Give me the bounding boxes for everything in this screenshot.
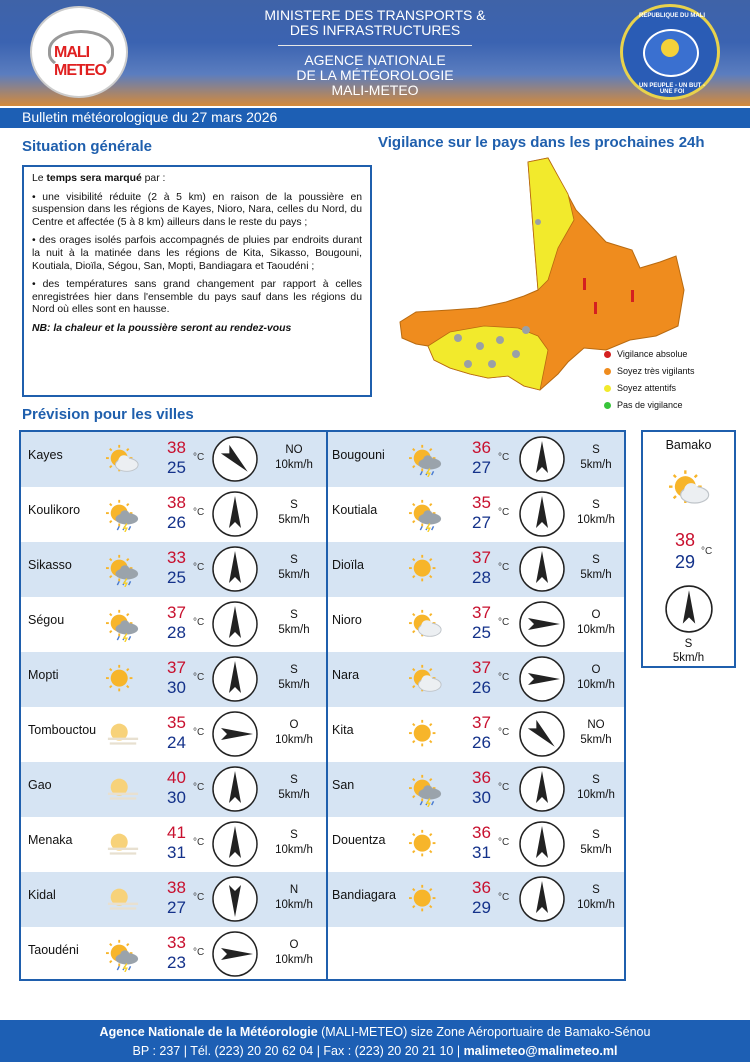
sun-behind-cloud-icon bbox=[665, 468, 715, 510]
ministry-title: MINISTERE DES TRANSPORTS & DES INFRASTRUCTURES bbox=[264, 7, 486, 38]
city-name: Kayes bbox=[28, 448, 63, 462]
forecast-title: Prévision pour les villes bbox=[22, 406, 194, 423]
wind-direction: S bbox=[592, 884, 600, 896]
temp-max: 38 bbox=[675, 530, 696, 550]
wind-speed: 5km/h bbox=[278, 514, 310, 526]
temp-min: 30 bbox=[472, 788, 491, 807]
temp-unit: °C bbox=[498, 837, 510, 848]
wind-speed: 10km/h bbox=[577, 514, 615, 526]
wind-speed: 5km/h bbox=[580, 844, 612, 856]
temp-unit: °C bbox=[193, 947, 205, 958]
wind-speed: 10km/h bbox=[577, 679, 615, 691]
wind-direction: O bbox=[591, 664, 601, 676]
temp-min: 30 bbox=[167, 678, 186, 697]
wind-speed: 5km/h bbox=[278, 789, 310, 801]
city-row bbox=[21, 707, 326, 762]
wind-direction: S bbox=[290, 609, 298, 621]
bulletin-title: Bulletin météorologique du 27 mars 2026 bbox=[22, 109, 278, 125]
legend-item: Soyez très vigilants bbox=[604, 363, 695, 380]
wind-compass-icon bbox=[211, 820, 259, 868]
city-name: Bandiagara bbox=[332, 888, 396, 902]
temp-max: 36 bbox=[472, 878, 491, 897]
temp-max: 36 bbox=[472, 768, 491, 787]
wind-compass-icon bbox=[518, 765, 566, 813]
temp-max: 38 bbox=[167, 493, 186, 512]
temp-min: 27 bbox=[472, 458, 491, 477]
temp-min: 27 bbox=[167, 898, 186, 917]
temp-unit: °C bbox=[498, 507, 510, 518]
wind-direction: S bbox=[592, 444, 600, 456]
dust-haze-icon bbox=[103, 828, 143, 862]
temp-unit: °C bbox=[498, 892, 510, 903]
situation-nb: NB: la chaleur et la poussière seront au rendez-vous bbox=[32, 322, 292, 334]
wind-direction: S bbox=[684, 638, 693, 650]
wind-compass-icon bbox=[518, 490, 566, 538]
city-name: San bbox=[332, 778, 355, 792]
temp-min: 25 bbox=[167, 568, 186, 587]
temp-unit: °C bbox=[193, 782, 205, 793]
city-name: Bamako bbox=[665, 438, 712, 452]
temp-min: 28 bbox=[167, 623, 186, 642]
temp-min: 27 bbox=[472, 513, 491, 532]
city-row bbox=[21, 762, 326, 817]
city-row bbox=[328, 597, 624, 652]
temp-unit: °C bbox=[498, 562, 510, 573]
situation-storms: • des orages isolés parfois accompagnés de pluies par endroits durant la nuit à la matinée dans les régions de Kita, Sikasso, Bougouni, Koutiala, Dioïla, Ségou, San, Mopti, Bandiagara et Taoudéni ; bbox=[32, 235, 362, 272]
temp-max: 38 bbox=[167, 438, 186, 457]
wind-compass-icon bbox=[518, 655, 566, 703]
wind-speed: 10km/h bbox=[577, 899, 615, 911]
sun-behind-cloud-icon bbox=[406, 608, 446, 642]
wind-direction: S bbox=[592, 499, 600, 511]
city-name: Taoudéni bbox=[28, 943, 79, 957]
temp-unit: °C bbox=[498, 727, 510, 738]
temp-min: 31 bbox=[472, 843, 491, 862]
thunderstorm-rain-icon bbox=[406, 773, 446, 807]
wind-direction: NO bbox=[285, 444, 303, 456]
temp-max: 41 bbox=[167, 823, 186, 842]
wind-speed: 5km/h bbox=[580, 459, 612, 471]
wind-direction: S bbox=[290, 499, 298, 511]
city-name: Mopti bbox=[28, 668, 59, 682]
dust-haze-icon bbox=[103, 718, 143, 752]
wind-compass-icon bbox=[211, 600, 259, 648]
wind-compass-icon bbox=[664, 584, 714, 634]
header-divider bbox=[278, 45, 472, 46]
temp-min: 25 bbox=[472, 623, 491, 642]
city-name: Tombouctou bbox=[28, 723, 97, 737]
city-row bbox=[328, 432, 624, 487]
city-row bbox=[21, 542, 326, 597]
temp-max: 36 bbox=[472, 823, 491, 842]
temp-min: 23 bbox=[167, 953, 186, 972]
city-row bbox=[328, 487, 624, 542]
wind-direction: S bbox=[290, 664, 298, 676]
wind-compass-icon bbox=[518, 710, 566, 758]
temp-min: 26 bbox=[167, 513, 186, 532]
wind-speed: 10km/h bbox=[275, 899, 313, 911]
temp-max: 37 bbox=[472, 658, 491, 677]
city-name: Douentza bbox=[332, 833, 386, 847]
city-row bbox=[328, 652, 624, 707]
temp-unit: °C bbox=[193, 507, 205, 518]
city-name: Gao bbox=[28, 778, 52, 792]
temp-min: 26 bbox=[472, 678, 491, 697]
city-row bbox=[21, 432, 326, 487]
temp-unit: °C bbox=[193, 617, 205, 628]
city-row bbox=[328, 817, 624, 872]
thunderstorm-rain-icon bbox=[103, 553, 143, 587]
temp-max: 37 bbox=[472, 548, 491, 567]
vigilance-title: Vigilance sur le pays dans les prochaines 24h bbox=[378, 134, 705, 151]
city-name: Nioro bbox=[332, 613, 362, 627]
wind-speed: 5km/h bbox=[278, 624, 310, 636]
city-name: Menaka bbox=[28, 833, 73, 847]
wind-speed: 10km/h bbox=[577, 624, 615, 636]
wind-speed: 5km/h bbox=[278, 679, 310, 691]
city-row bbox=[21, 652, 326, 707]
sun-icon bbox=[103, 663, 143, 697]
city-row bbox=[21, 487, 326, 542]
situation-temperatures: • des températures sans grand changement par rapport à celles enregistrées hier dans l'ensemble du pays sauf dans les régions du Nord où elles sont en hausse. bbox=[32, 279, 362, 316]
temp-max: 35 bbox=[167, 713, 186, 732]
wind-compass-icon bbox=[518, 435, 566, 483]
temp-unit: °C bbox=[193, 452, 205, 463]
wind-compass-icon bbox=[211, 875, 259, 923]
wind-speed: 10km/h bbox=[275, 734, 313, 746]
temp-unit: °C bbox=[701, 546, 713, 557]
temp-unit: °C bbox=[193, 562, 205, 573]
city-name: Koulikoro bbox=[28, 503, 81, 517]
wind-direction: S bbox=[290, 829, 298, 841]
city-name: Sikasso bbox=[28, 558, 72, 572]
wind-direction: NO bbox=[587, 719, 605, 731]
wind-direction: O bbox=[289, 719, 299, 731]
wind-compass-icon bbox=[518, 820, 566, 868]
temp-max: 37 bbox=[167, 603, 186, 622]
header-banner bbox=[0, 0, 750, 106]
temp-min: 31 bbox=[167, 843, 186, 862]
thunderstorm-rain-icon bbox=[406, 498, 446, 532]
situation-title: Situation générale bbox=[22, 138, 153, 155]
legend-item: Pas de vigilance bbox=[604, 397, 695, 414]
temp-unit: °C bbox=[498, 452, 510, 463]
temp-unit: °C bbox=[193, 672, 205, 683]
wind-compass-icon bbox=[211, 930, 259, 978]
republic-seal-logo: REPUBLIQUE DU MALI UN PEUPLE - UN BUT - UNE FOI bbox=[620, 4, 720, 100]
city-name: Bougouni bbox=[332, 448, 385, 462]
wind-direction: S bbox=[592, 829, 600, 841]
wind-speed: 5km/h bbox=[278, 569, 310, 581]
temp-max: 37 bbox=[167, 658, 186, 677]
temp-max: 35 bbox=[472, 493, 491, 512]
vigilance-legend bbox=[604, 346, 695, 414]
city-name: Ségou bbox=[28, 613, 65, 627]
sun-behind-cloud-icon bbox=[103, 443, 143, 477]
wind-compass-icon bbox=[518, 875, 566, 923]
thunderstorm-rain-icon bbox=[103, 498, 143, 532]
temp-max: 37 bbox=[472, 603, 491, 622]
city-row bbox=[21, 597, 326, 652]
city-row bbox=[328, 872, 624, 927]
wind-compass-icon bbox=[211, 435, 259, 483]
wind-direction: S bbox=[592, 554, 600, 566]
mali-meteo-logo: MALI METEO bbox=[30, 6, 128, 98]
wind-compass-icon bbox=[518, 600, 566, 648]
wind-compass-icon bbox=[211, 655, 259, 703]
footer bbox=[0, 1020, 750, 1062]
wind-direction: O bbox=[591, 609, 601, 621]
city-name: Kidal bbox=[28, 888, 56, 902]
sun-icon bbox=[406, 883, 446, 917]
temp-unit: °C bbox=[193, 892, 205, 903]
dust-haze-icon bbox=[103, 883, 143, 917]
temp-max: 40 bbox=[167, 768, 186, 787]
bulletin-date-bar bbox=[0, 106, 750, 128]
city-name: Koutiala bbox=[332, 503, 378, 517]
wind-compass-icon bbox=[211, 490, 259, 538]
wind-compass-icon bbox=[211, 710, 259, 758]
wind-direction: O bbox=[289, 939, 299, 951]
thunderstorm-rain-icon bbox=[406, 443, 446, 477]
city-row bbox=[21, 817, 326, 872]
city-row bbox=[21, 927, 326, 982]
temp-max: 33 bbox=[167, 548, 186, 567]
temp-min: 29 bbox=[472, 898, 491, 917]
wind-speed: 5km/h bbox=[580, 569, 612, 581]
temp-min: 24 bbox=[167, 733, 186, 752]
wind-speed: 5km/h bbox=[672, 652, 705, 664]
sun-icon bbox=[406, 553, 446, 587]
temp-unit: °C bbox=[498, 672, 510, 683]
agency-title: AGENCE NATIONALE DE LA MÉTÉOROLOGIE MALI-METEO bbox=[296, 52, 454, 98]
wind-speed: 5km/h bbox=[580, 734, 612, 746]
wind-direction: S bbox=[290, 774, 298, 786]
wind-direction: N bbox=[289, 884, 299, 896]
wind-speed: 10km/h bbox=[275, 459, 313, 471]
wind-compass-icon bbox=[518, 545, 566, 593]
temp-min: 28 bbox=[472, 568, 491, 587]
sun-behind-cloud-icon bbox=[406, 663, 446, 697]
wind-speed: 10km/h bbox=[275, 954, 313, 966]
wind-direction: S bbox=[290, 554, 298, 566]
temp-min: 30 bbox=[167, 788, 186, 807]
legend-item: Vigilance absolue bbox=[604, 346, 695, 363]
wind-compass-icon bbox=[211, 545, 259, 593]
wind-speed: 10km/h bbox=[275, 844, 313, 856]
city-row bbox=[328, 707, 624, 762]
thunderstorm-rain-icon bbox=[103, 938, 143, 972]
situation-visibility: • une visibilité réduite (2 à 5 km) en raison de la poussière en suspension dans les régions de Kayes, Nioro, Nara, celles du Nord, du Centre et affectée (5 à 8 km) ailleurs dans le reste du pays ; bbox=[32, 191, 362, 228]
sun-icon bbox=[406, 828, 446, 862]
temp-max: 36 bbox=[472, 438, 491, 457]
wind-direction: S bbox=[592, 774, 600, 786]
legend-item: Soyez attentifs bbox=[604, 380, 695, 397]
footer-line2: BP : 237 | Tél. (223) 20 20 62 04 | Fax : (223) 20 20 21 10 | malimeteo@malimeteo.ml bbox=[132, 1044, 618, 1058]
thunderstorm-rain-icon bbox=[103, 608, 143, 642]
city-row bbox=[328, 542, 624, 597]
temp-unit: °C bbox=[193, 727, 205, 738]
bamako-forecast bbox=[641, 430, 736, 668]
wind-speed: 10km/h bbox=[577, 789, 615, 801]
situation-intro: Le temps sera marqué par : bbox=[32, 173, 166, 184]
footer-line1: Agence Nationale de la Météorologie (MALI-METEO) size Zone Aéroportuaire de Bamako-Sénou bbox=[99, 1025, 651, 1039]
city-name: Dioïla bbox=[332, 558, 364, 572]
situation-box bbox=[22, 165, 372, 397]
sun-icon bbox=[406, 718, 446, 752]
temp-min: 26 bbox=[472, 733, 491, 752]
temp-min: 25 bbox=[167, 458, 186, 477]
temp-max: 37 bbox=[472, 713, 491, 732]
temp-unit: °C bbox=[498, 617, 510, 628]
temp-max: 33 bbox=[167, 933, 186, 952]
dust-haze-icon bbox=[103, 773, 143, 807]
forecast-grid bbox=[19, 430, 626, 981]
city-row bbox=[328, 762, 624, 817]
wind-compass-icon bbox=[211, 765, 259, 813]
city-name: Kita bbox=[332, 723, 354, 737]
temp-min: 29 bbox=[675, 552, 696, 572]
city-row bbox=[21, 872, 326, 927]
temp-unit: °C bbox=[193, 837, 205, 848]
city-name: Nara bbox=[332, 668, 360, 682]
temp-max: 38 bbox=[167, 878, 186, 897]
temp-unit: °C bbox=[498, 782, 510, 793]
